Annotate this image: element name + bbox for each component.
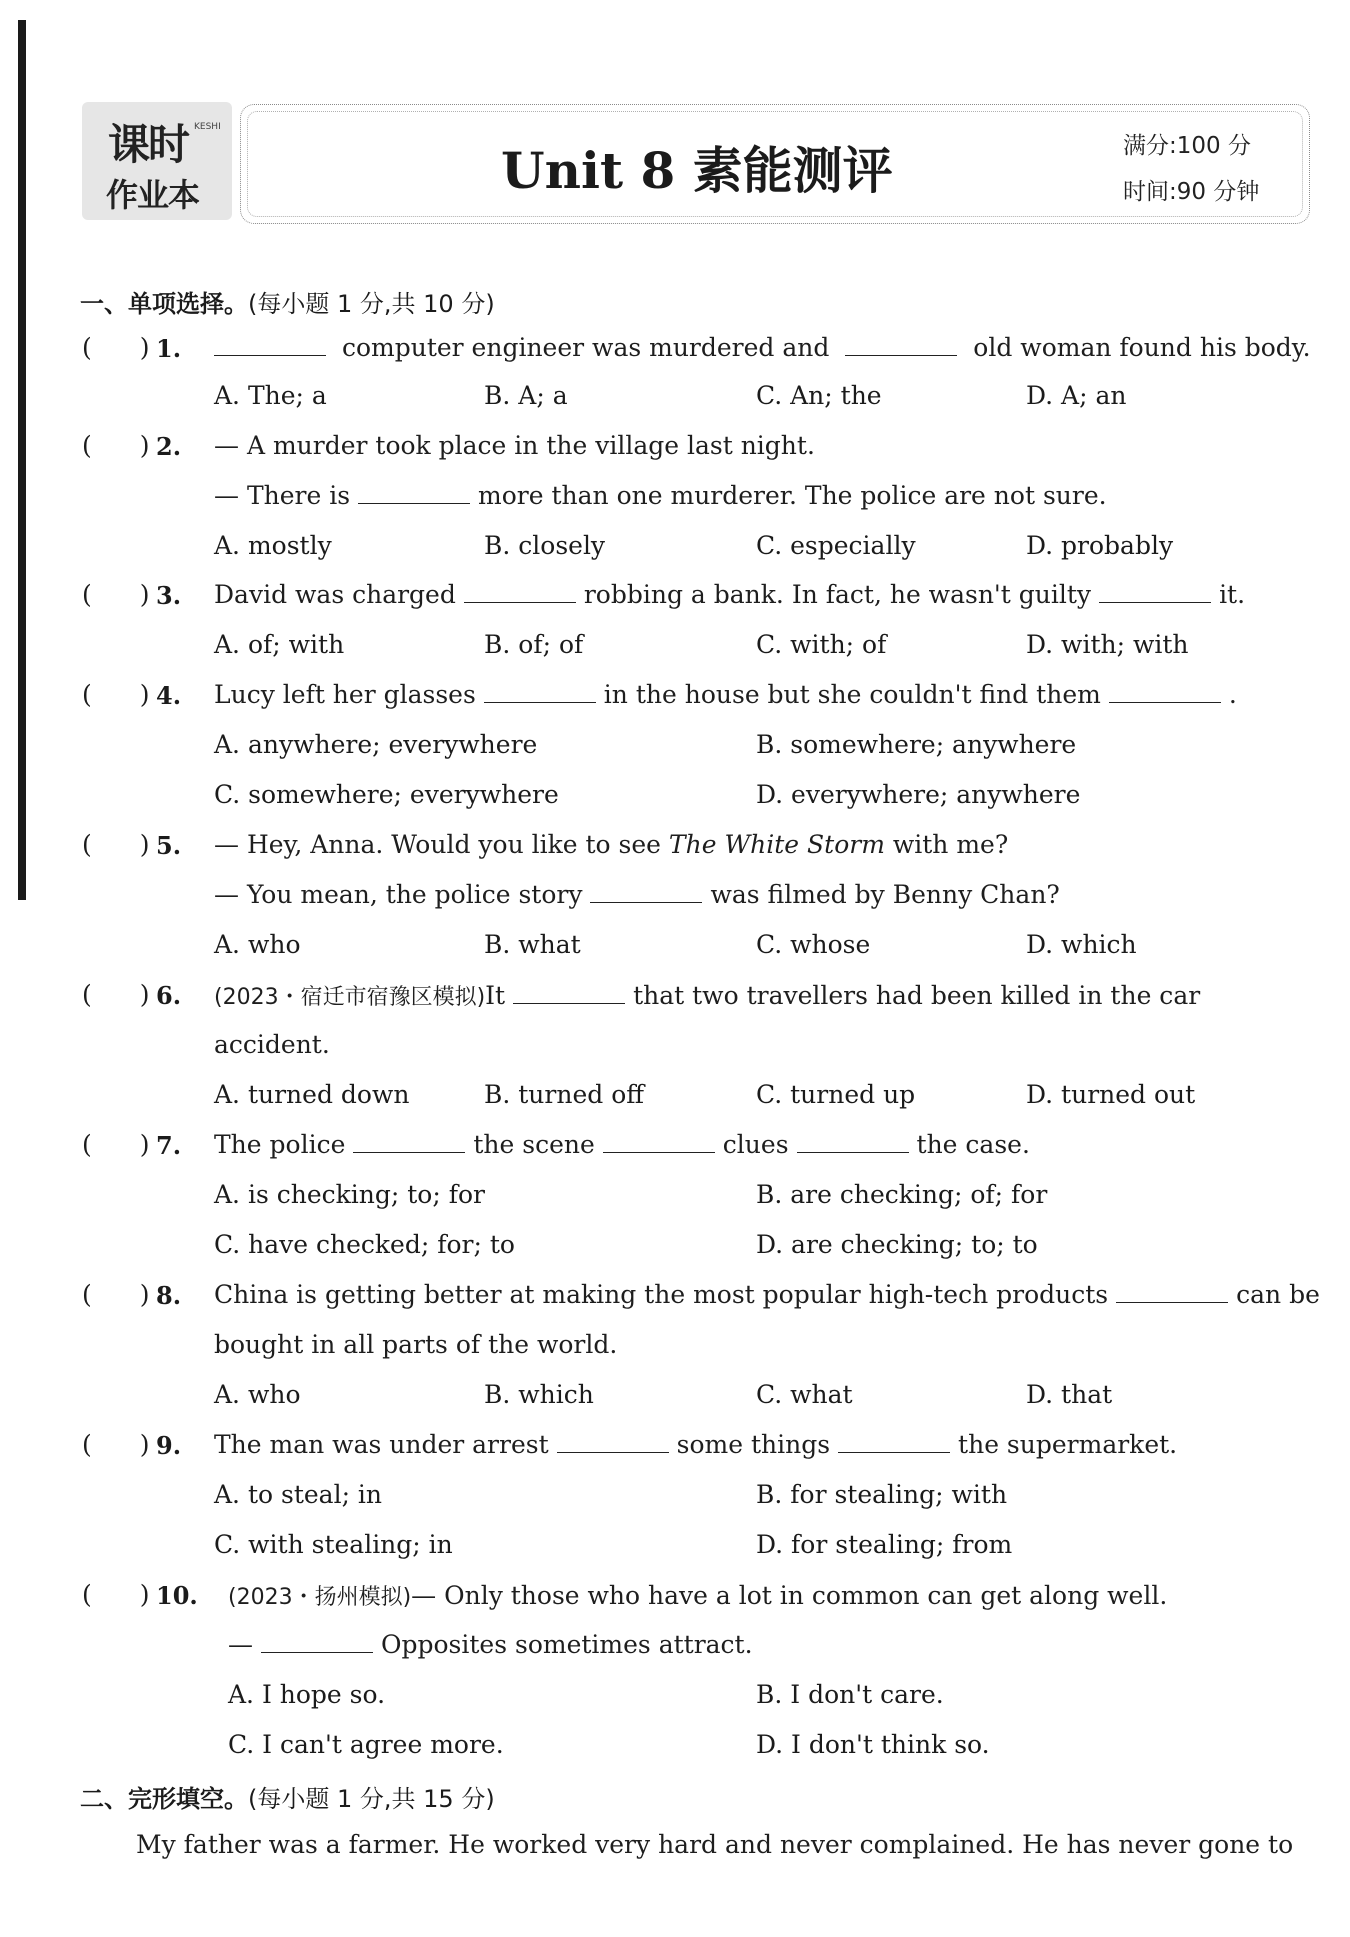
option-c[interactable]: C. I can't agree more. (228, 1730, 504, 1759)
question-stem: computer engineer was murdered and old woman found his body. (214, 333, 1311, 362)
option-d[interactable]: D. turned out (1026, 1080, 1196, 1109)
option-b[interactable]: B. turned off (484, 1080, 645, 1109)
answer-blank[interactable] (358, 481, 470, 504)
option-b[interactable]: B. which (484, 1380, 594, 1409)
option-b[interactable]: B. of; of (484, 630, 584, 659)
answer-blank[interactable] (845, 333, 957, 356)
question-number: 4. (156, 681, 182, 710)
question-line: — Hey, Anna. Would you like to see The White Storm with me? (214, 830, 1009, 859)
option-d[interactable]: D. are checking; to; to (756, 1230, 1038, 1259)
section-1-note: (每小题 1 分,共 10 分) (248, 290, 495, 318)
question-line: — A murder took place in the village last night. (214, 431, 815, 460)
answer-bracket[interactable]: ( ) (82, 1130, 150, 1159)
option-a[interactable]: A. who (214, 930, 301, 959)
option-d[interactable]: D. probably (1026, 531, 1174, 560)
question-stem: The man was under arrest some things the supermarket. (214, 1430, 1178, 1459)
option-b[interactable]: B. closely (484, 531, 606, 560)
answer-bracket[interactable]: ( ) (82, 431, 150, 460)
option-d[interactable]: D. I don't think so. (756, 1730, 990, 1759)
option-c[interactable]: C. turned up (756, 1080, 916, 1109)
question-stem: Lucy left her glasses in the house but she couldn't find them . (214, 680, 1237, 709)
answer-bracket[interactable]: ( ) (82, 980, 150, 1009)
answer-blank[interactable] (590, 880, 702, 903)
passage-text: My father was a farmer. He worked very hard and never complained. He has never gone to (136, 1830, 1294, 1859)
page-title: Unit 8 素能测评 (501, 141, 893, 200)
question-line: — Opposites sometimes attract. (228, 1630, 753, 1659)
section-heading-1 (80, 284, 495, 319)
option-c[interactable]: C. An; the (756, 381, 882, 410)
question-number: 2. (156, 432, 182, 461)
answer-blank[interactable] (261, 1630, 373, 1653)
option-a[interactable]: A. anywhere; everywhere (214, 730, 538, 759)
option-b[interactable]: B. for stealing; with (756, 1480, 1008, 1509)
answer-bracket[interactable]: ( ) (82, 680, 150, 709)
option-c[interactable]: C. with; of (756, 630, 887, 659)
answer-bracket[interactable]: ( ) (82, 830, 150, 859)
question-line: (2023・扬州模拟)— Only those who have a lot in common can get along well. (228, 1581, 1168, 1610)
answer-bracket[interactable]: ( ) (82, 580, 150, 609)
option-a[interactable]: A. mostly (214, 531, 332, 560)
answer-bracket[interactable]: ( ) (82, 333, 150, 362)
answer-blank[interactable] (1116, 1280, 1228, 1303)
option-b[interactable]: B. are checking; of; for (756, 1180, 1048, 1209)
option-d[interactable]: D. with; with (1026, 630, 1189, 659)
option-c[interactable]: C. whose (756, 930, 871, 959)
answer-blank[interactable] (464, 580, 576, 603)
answer-blank[interactable] (513, 981, 625, 1004)
option-d[interactable]: D. that (1026, 1380, 1113, 1409)
question-stem: China is getting better at making the most popular high-tech products can be (214, 1280, 1320, 1309)
question-number: 6. (156, 981, 182, 1010)
section-1-title: 一、单项选择。 (80, 290, 248, 318)
question-stem: (2023・宿迁市宿豫区模拟)It that two travellers had been killed in the car (214, 981, 1201, 1010)
section-2-note: (每小题 1 分,共 15 分) (248, 1785, 495, 1813)
option-d[interactable]: D. A; an (1026, 381, 1127, 410)
option-a[interactable]: A. who (214, 1380, 301, 1409)
logo-text-top: 课时 (108, 120, 189, 169)
answer-blank[interactable] (1109, 680, 1221, 703)
brand-logo (82, 102, 232, 220)
answer-blank[interactable] (1099, 580, 1211, 603)
section-heading-2 (80, 1779, 495, 1814)
option-a[interactable]: A. The; a (214, 381, 327, 410)
source-tag: (2023・宿迁市宿豫区模拟) (214, 985, 486, 1010)
answer-blank[interactable] (838, 1430, 950, 1453)
film-title: The White Storm (668, 830, 885, 859)
option-c[interactable]: C. with stealing; in (214, 1530, 453, 1559)
answer-bracket[interactable]: ( ) (82, 1580, 150, 1609)
question-number: 5. (156, 831, 182, 860)
question-line: bought in all parts of the world. (214, 1330, 618, 1359)
logo-text-side: KESHI (194, 122, 221, 132)
option-b[interactable]: B. somewhere; anywhere (756, 730, 1077, 759)
option-c[interactable]: C. have checked; for; to (214, 1230, 515, 1259)
question-number: 3. (156, 581, 182, 610)
answer-bracket[interactable]: ( ) (82, 1430, 150, 1459)
question-line: — You mean, the police story was filmed by Benny Chan? (214, 880, 1060, 909)
answer-blank[interactable] (214, 333, 326, 356)
question-number: 10. (156, 1581, 198, 1610)
option-b[interactable]: B. I don't care. (756, 1680, 944, 1709)
option-a[interactable]: A. turned down (214, 1080, 410, 1109)
option-c[interactable]: C. especially (756, 531, 916, 560)
title-banner (240, 104, 1310, 224)
time-limit: 时间:90 分钟 (1123, 179, 1260, 205)
option-a[interactable]: A. to steal; in (214, 1480, 383, 1509)
option-c[interactable]: C. somewhere; everywhere (214, 780, 559, 809)
binding-edge (18, 20, 26, 900)
answer-blank[interactable] (603, 1130, 715, 1153)
answer-blank[interactable] (797, 1130, 909, 1153)
question-line: — There is more than one murderer. The police are not sure. (214, 481, 1107, 510)
exam-meta (1123, 123, 1259, 215)
option-d[interactable]: D. for stealing; from (756, 1530, 1013, 1559)
answer-blank[interactable] (484, 680, 596, 703)
source-tag: (2023・扬州模拟) (228, 1585, 412, 1610)
logo-text-bottom: 作业本 (106, 176, 200, 214)
answer-blank[interactable] (353, 1130, 465, 1153)
option-a[interactable]: A. I hope so. (228, 1680, 386, 1709)
section-2-title: 二、完形填空。 (80, 1785, 248, 1813)
option-c[interactable]: C. what (756, 1380, 853, 1409)
option-b[interactable]: B. A; a (484, 381, 568, 410)
question-stem: The police the scene clues the case. (214, 1130, 1030, 1159)
option-b[interactable]: B. what (484, 930, 581, 959)
question-stem: David was charged robbing a bank. In fact, he wasn't guilty it. (214, 580, 1246, 609)
question-number: 8. (156, 1281, 182, 1310)
full-score: 满分:100 分 (1123, 133, 1251, 159)
question-line: accident. (214, 1030, 330, 1059)
option-d[interactable]: D. everywhere; anywhere (756, 780, 1081, 809)
question-number: 9. (156, 1431, 182, 1460)
option-a[interactable]: A. of; with (214, 630, 345, 659)
question-number: 1. (156, 334, 182, 363)
option-d[interactable]: D. which (1026, 930, 1137, 959)
option-a[interactable]: A. is checking; to; for (214, 1180, 485, 1209)
question-number: 7. (156, 1131, 182, 1160)
answer-bracket[interactable]: ( ) (82, 1280, 150, 1309)
answer-blank[interactable] (557, 1430, 669, 1453)
